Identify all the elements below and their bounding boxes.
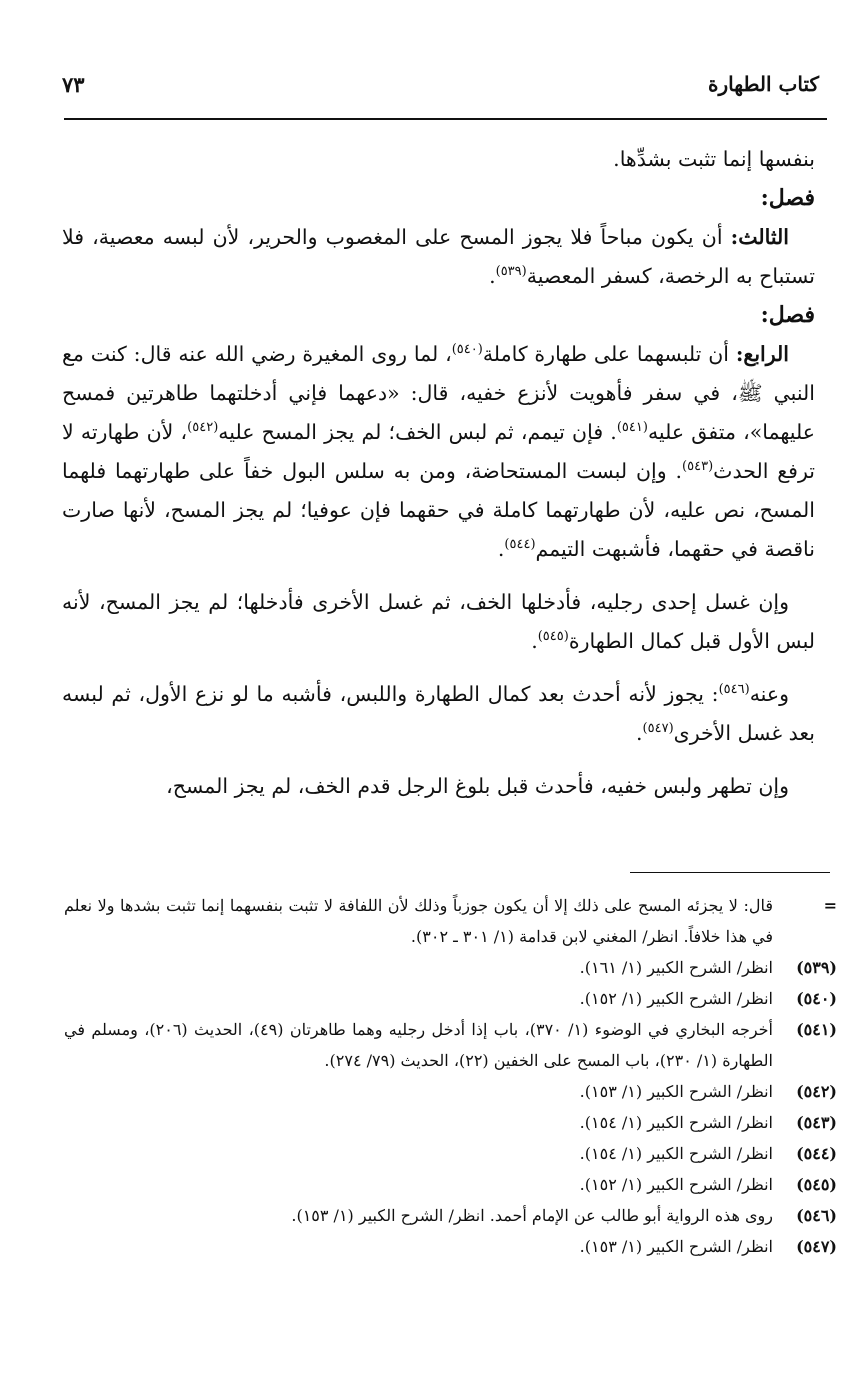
footnote — [60, 1138, 837, 1169]
text-span: ، لما روى المغيرة رضي الله عنه قال: كنت مع النبي ﷺ، في سفر فأهويت لأنزع خفيه، قال: «دعهما فإني أدخلتهما طاهرتين فمسح عليهما»، متفق عليه — [62, 342, 815, 444]
footnote-text: انظر/ الشرح الكبير (١/ ١٦١). — [579, 958, 773, 977]
main-text — [62, 140, 815, 806]
text-span: . — [497, 537, 505, 561]
footnote-number: (٥٤٤) — [796, 1144, 837, 1163]
footnote-number: (٥٣٩) — [796, 958, 837, 977]
footnote-text: انظر/ الشرح الكبير (١/ ١٥٣). — [579, 1237, 773, 1256]
section-heading: فصل: — [760, 185, 815, 211]
footnote-number: = — [823, 896, 837, 915]
footnote-ref[interactable]: (٥٤٢) — [187, 420, 219, 436]
footnote-ref[interactable]: (٥٤٣) — [682, 459, 714, 475]
paragraph — [62, 218, 815, 296]
footnote-text: روى هذه الرواية أبو طالب عن الإمام أحمد. انظر/ الشرح الكبير (١/ ١٥٣). — [291, 1206, 773, 1225]
footnote-text: أخرجه البخاري في الوضوء (١/ ٣٧٠)، باب إذا أدخل رجليه وهما طاهرتان (٤٩)، الحديث (٢٠٦)، ومسلم في الطهارة (١/ ٢٣٠)، باب المسح على الخفين (٢٢)، الحديث (٧٩/ ٢٧٤). — [64, 1020, 773, 1070]
footnote-ref[interactable]: (٥٣٩) — [495, 264, 527, 280]
footnote-number: (٥٤٠) — [796, 989, 837, 1008]
text-span: . — [489, 264, 496, 288]
footnote-ref[interactable]: (٥٤٤) — [504, 537, 536, 553]
footnote-number: (٥٤٢) — [796, 1082, 837, 1101]
footnote-ref[interactable]: (٥٤٦) — [718, 682, 750, 698]
footnote-number: (٥٤١) — [796, 1020, 837, 1039]
text-span: أن يكون مباحاً فلا يجوز المسح على المغصوب والحرير، لأن لبسه معصية، فلا تستباح به الرخصة، كسفر المعصية — [62, 225, 815, 288]
section-heading: فصل: — [760, 302, 815, 328]
text-span: . وإن لبست المستحاضة، ومن به سلس البول خفاً على طهارتهما فلهما المسح، نص عليه، لأن طهارتهما كاملة في حقهما فإن عوفيا؛ لم يجز المسح، لأنها صارت ناقصة في حقهما، فأشبهت التيمم — [62, 459, 815, 561]
text-span: . فإن تيمم، ثم لبس الخف؛ لم يجز المسح عليه — [218, 420, 617, 444]
paragraph: بنفسها إنما تثبت بشدِّها. — [613, 147, 815, 171]
footnote — [60, 1231, 837, 1262]
paragraph-lead: الثالث: — [730, 225, 789, 249]
footnote — [60, 1169, 837, 1200]
paragraph — [62, 675, 815, 753]
footnote-text: انظر/ الشرح الكبير (١/ ١٥٣). — [579, 1082, 773, 1101]
footnote — [60, 890, 837, 952]
paragraph — [62, 335, 815, 569]
text-span: ، لأن طهارته لا ترفع الحدث — [62, 420, 815, 483]
footnote — [60, 1200, 837, 1231]
footnotes — [60, 890, 837, 1262]
footnote — [60, 1014, 837, 1076]
running-header-title: كتاب الطهارة — [708, 72, 819, 96]
footnote — [60, 1076, 837, 1107]
footnote-number: (٥٤٣) — [796, 1113, 837, 1132]
footnote-divider — [630, 872, 830, 873]
text-span: أن تلبسهما على طهارة كاملة — [482, 342, 736, 366]
footnote-text: انظر/ الشرح الكبير (١/ ١٥٢). — [579, 989, 773, 1008]
footnote-number: (٥٤٦) — [796, 1206, 837, 1225]
footnote-text: انظر/ الشرح الكبير (١/ ١٥٤). — [579, 1144, 773, 1163]
header-divider — [64, 118, 827, 120]
text-span: : يجوز لأنه أحدث بعد كمال الطهارة واللبس، فأشبه ما لو نزع الأول، ثم لبسه بعد غسل الأخرى — [62, 682, 815, 745]
footnote-number: (٥٤٧) — [796, 1237, 837, 1256]
footnote — [60, 1107, 837, 1138]
text-span: . — [636, 721, 643, 745]
footnote — [60, 983, 837, 1014]
paragraph-lead: الرابع: — [735, 342, 789, 366]
footnote-text: انظر/ الشرح الكبير (١/ ١٥٤). — [579, 1113, 773, 1132]
footnote-ref[interactable]: (٥٤٠) — [451, 342, 483, 358]
footnote — [60, 952, 837, 983]
text-span: وإن غسل إحدى رجليه، فأدخلها الخف، ثم غسل الأخرى فأدخلها؛ لم يجز المسح، لأنه لبس الأول قبل كمال الطهارة — [62, 590, 815, 653]
paragraph — [62, 583, 815, 661]
footnote-ref[interactable]: (٥٤٥) — [537, 629, 569, 645]
footnote-text: انظر/ الشرح الكبير (١/ ١٥٢). — [579, 1175, 773, 1194]
text-span: . — [531, 629, 538, 653]
text-span: وعنه — [749, 682, 789, 706]
footnote-ref[interactable]: (٥٤٧) — [642, 721, 674, 737]
footnote-ref[interactable]: (٥٤١) — [616, 420, 648, 436]
footnote-number: (٥٤٥) — [796, 1175, 837, 1194]
footnote-text: قال: لا يجزئه المسح على ذلك إلا أن يكون جوزباً وذلك لأن اللفافة لا تثبت بنفسهما إنما تثبت بشدها ولا نعلم في هذا خلافاً. انظر/ المغني لابن قدامة (١/ ٣٠١ ـ ٣٠٢). — [64, 896, 773, 946]
page-number: ٧٣ — [62, 72, 85, 97]
paragraph: وإن تطهر ولبس خفيه، فأحدث قبل بلوغ الرجل قدم الخف، لم يجز المسح، — [166, 774, 789, 798]
